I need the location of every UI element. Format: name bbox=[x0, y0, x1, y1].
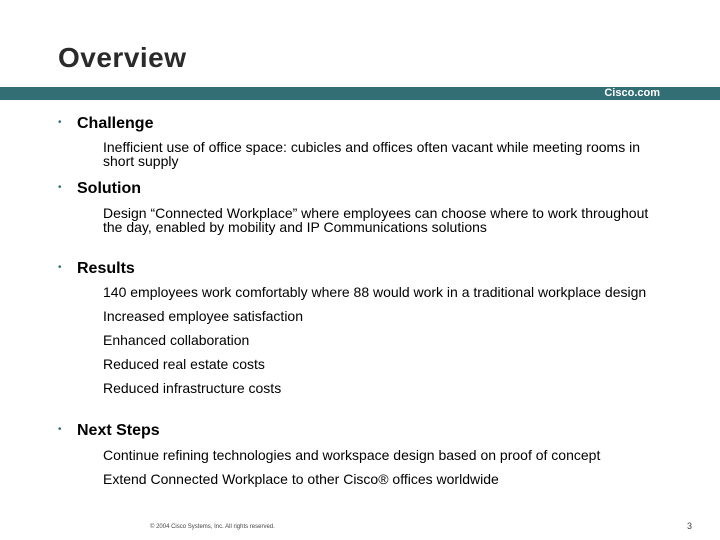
footer-copyright: © 2004 Cisco Systems, Inc. All rights reserved. bbox=[150, 524, 275, 530]
bullet-icon: • bbox=[58, 424, 62, 435]
bullet-icon: • bbox=[58, 182, 62, 193]
page-number: 3 bbox=[686, 521, 692, 531]
brand-text: Cisco.com bbox=[604, 87, 660, 99]
section-heading-row bbox=[58, 179, 678, 199]
section-item: 140 employees work comfortably where 88 would work in a traditional workplace design bbox=[103, 284, 647, 300]
section-heading: Results bbox=[77, 260, 135, 277]
section-challenge bbox=[58, 114, 678, 178]
bullet-icon: • bbox=[58, 117, 62, 128]
section-solution bbox=[58, 179, 678, 244]
section-heading: Solution bbox=[77, 180, 141, 197]
section-item: Design “Connected Workplace” where employees can choose where to work throughout the day, enabled by mobility and IP Communications solutions bbox=[103, 205, 649, 235]
section-item: Reduced real estate costs bbox=[103, 356, 265, 372]
section-heading: Next Steps bbox=[77, 422, 160, 439]
section-item: Reduced infrastructure costs bbox=[103, 380, 282, 396]
section-results bbox=[58, 259, 678, 405]
section-heading-row bbox=[58, 114, 678, 134]
section-item: Increased employee satisfaction bbox=[103, 308, 303, 324]
section-item: Enhanced collaboration bbox=[103, 332, 250, 348]
section-item: Inefficient use of office space: cubicles and offices often vacant while meeting rooms in short supply bbox=[103, 139, 640, 169]
bullet-icon: • bbox=[58, 262, 62, 273]
section-heading-row bbox=[58, 421, 678, 441]
section-heading-row bbox=[58, 259, 678, 279]
section-heading: Challenge bbox=[77, 115, 154, 132]
section-item: Extend Connected Workplace to other Cisco® offices worldwide bbox=[103, 471, 499, 487]
slide-title: Overview bbox=[58, 42, 187, 73]
section-next-steps bbox=[58, 421, 678, 496]
section-item: Continue refining technologies and workspace design based on proof of concept bbox=[103, 447, 601, 463]
brand-bar bbox=[0, 87, 720, 100]
